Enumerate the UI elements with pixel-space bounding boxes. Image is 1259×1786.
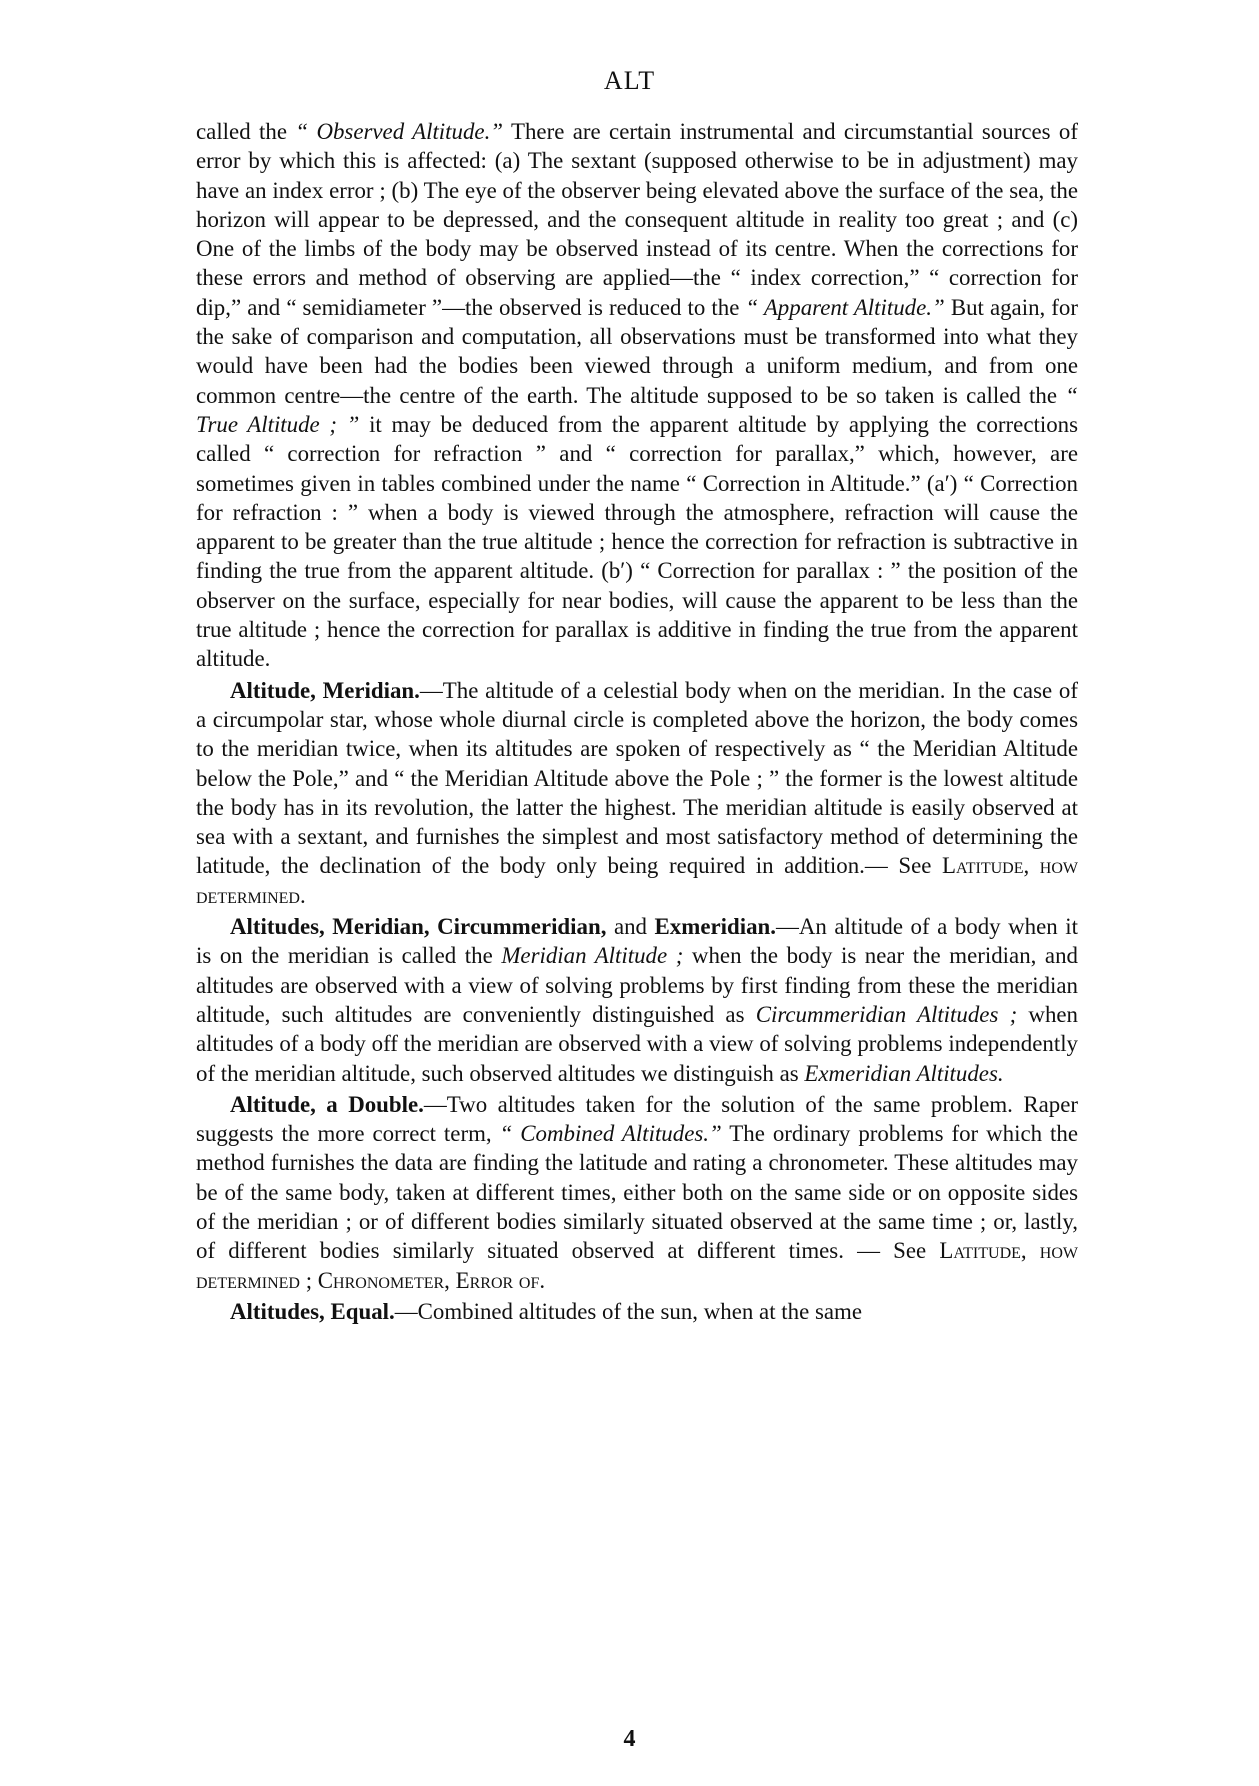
text-run: —An altitude of a body when it is on the meridian is called the — [196, 914, 1078, 969]
italic-term: “ Observed Altitude.” — [295, 119, 504, 144]
text-run: it may be deduced from the apparent altitude by applying the corrections called “ correction for refraction ” and “ correction for parallax,” which, however, are sometimes given in tables combined under the name “ Correction in Altitude.” (a′) “ Correction for refraction : ” when a body is viewed through the atmosphere, refraction will cause the apparent to be greater than the true altitude ; hence the correction for refraction is subtractive in finding the true from the apparent altitude. (b′) “ Correction for parallax : ” the position of the observer on the surface, especially for near bodies, will cause the apparent to be less than the true altitude ; hence the correction for parallax is additive in finding the true from the apparent altitude. — [196, 411, 1078, 672]
headword: Altitudes, Equal. — [230, 1298, 395, 1324]
headword: Altitude, Meridian. — [230, 677, 420, 703]
italic-term: Circummeridian Altitudes ; — [755, 1001, 1018, 1027]
text-run: when altitudes of a body off the meridian are observed with a view of solving problems independently of the meridian altitude, such observed altitudes we distinguish as — [196, 1001, 1078, 1086]
text-run: There are certain instrumental and circumstantial sources of error by which this is affected: (a) The sextant (supposed otherwise to be in adjustment) may have an index error ; (b) The eye of the observer being elevated above the surface of the sea, the horizon will appear to be depressed, and the consequent altitude in reality too great ; and (c) One of the limbs of the body may be observed instead of its centre. When the corrections for these errors and method of observing are applied—the “ index correction,” “ correction for dip,” and “ semidiameter ”—the observed is reduced to the — [196, 119, 1079, 320]
italic-term: Exmeridian Altitudes. — [804, 1060, 1004, 1086]
entry-altitudes-circummeridian — [196, 912, 1078, 1088]
continuation-paragraph — [196, 117, 1078, 674]
text-run: —The altitude of a celestial body when on the meridian. In the case of a circumpolar star, whose whole diurnal circle is completed above the horizon, the body comes to the meridian twice, when its altitudes are spoken of respectively as “ the Meridian Altitude below the Pole,” and “ the Meridian Altitude above the Pole ; ” the former is the lowest altitude the body has in its revolution, the latter the highest. The meridian altitude is easily observed at sea with a sextant, and furnishes the simplest and most satisfactory method of determining the latitude, the declination of the body only being required in addition.— See — [196, 677, 1078, 879]
text-run: when the body is near the meridian, and altitudes are observed with a view of solving problems by first finding from these the meridian altitude, such altitudes are conveniently distinguished as — [196, 943, 1078, 1027]
headword: Altitude, a Double. — [230, 1091, 424, 1117]
text-run: But again, for the sake of comparison and computation, all observations must be transformed into what they would have been had the bodies been viewed through a uniform medium, and from one common centre—the centre of the earth. The altitude supposed to be so taken is called the — [196, 294, 1079, 408]
cross-reference: Latitude, how determined ; Chronometer, Error of. — [196, 1238, 1078, 1293]
entry-altitudes-equal — [196, 1297, 1078, 1326]
headword: Exmeridian. — [654, 914, 776, 940]
italic-term: “ True Altitude ; ” — [196, 382, 1078, 437]
page-number: 4 — [623, 1726, 636, 1752]
italic-term: “ Combined Altitudes.” — [499, 1121, 722, 1147]
entry-altitude-double — [196, 1090, 1078, 1295]
entry-altitude-meridian — [196, 676, 1078, 910]
text-run: —Two altitudes taken for the solution of the same problem. Raper suggests the more correct term, — [196, 1091, 1078, 1147]
italic-term: Meridian Altitude ; — [501, 943, 684, 969]
body-text — [196, 117, 1078, 1326]
running-head: ALT — [603, 66, 656, 95]
headword: Altitudes, Meridian, Circummeridian, — [230, 914, 607, 940]
text-run: called the — [196, 119, 296, 144]
text-run: and — [606, 914, 655, 940]
cross-reference: Latitude, how determined. — [196, 853, 1078, 908]
text-run: The ordinary problems for which the method furnishes the data are finding the latitude and rating a chronometer. These altitudes may be of the same body, taken at different times, either both on the same side or on opposite sides of the meridian ; or of different bodies similarly situated observed at the same time ; or, lastly, of different bodies similarly situated observed at different times. — See — [196, 1121, 1078, 1264]
italic-term: “ Apparent Altitude.” — [745, 294, 945, 320]
text-run: —Combined altitudes of the sun, when at the same — [394, 1298, 862, 1324]
